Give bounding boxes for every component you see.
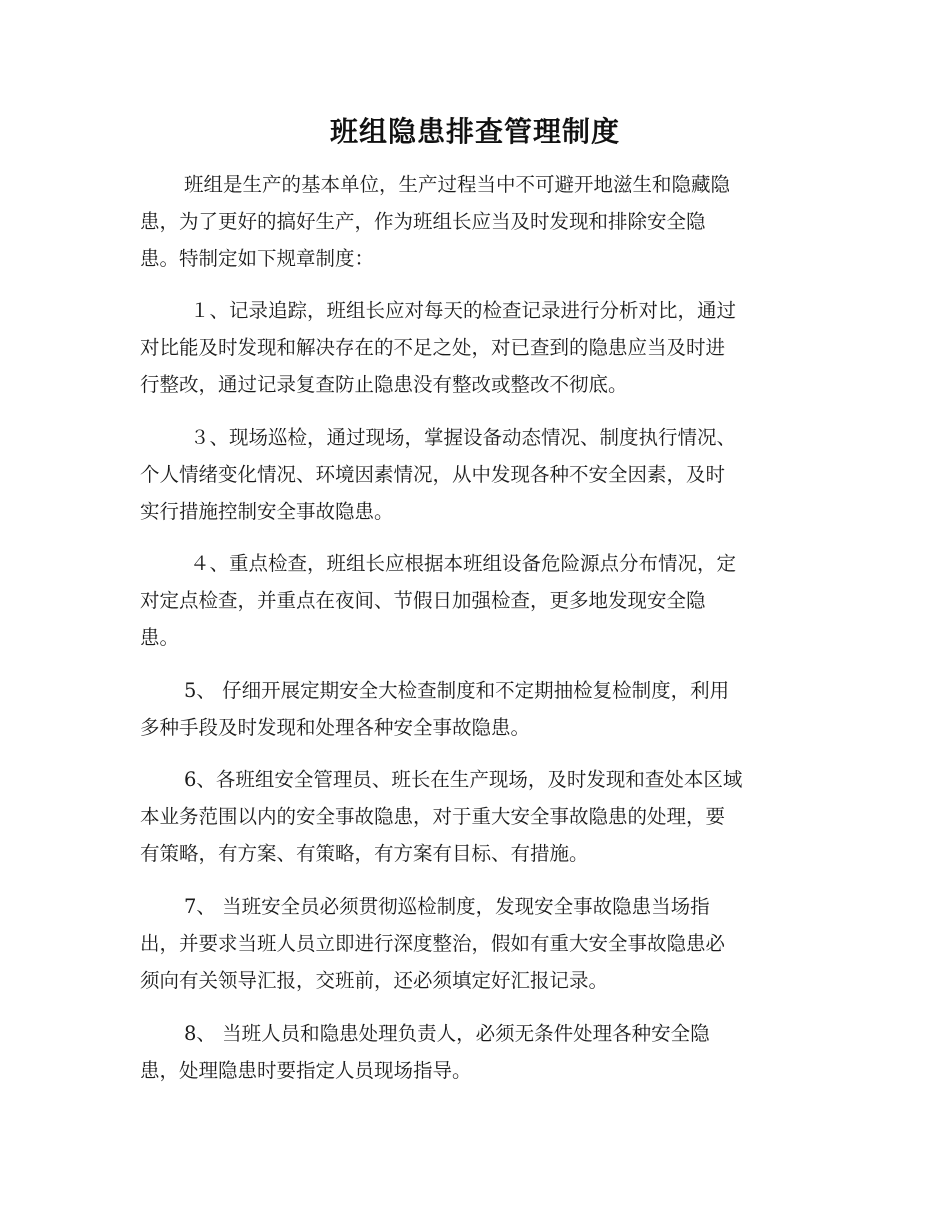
paragraph-line: 患，为了更好的搞好生产，作为班组长应当及时发现和排除安全隐 (140, 210, 706, 233)
paragraph-line: 实行措施控制安全事故隐患。 (140, 500, 394, 523)
rule-item-7 (140, 888, 820, 999)
rule-item-6 (140, 761, 820, 872)
paragraph-line: ３、现场巡检，通过现场，掌握设备动态情况、制度执行情况、 (190, 426, 737, 449)
paragraph-line: 有策略，有方案、有策略，有方案有目标、有措施。 (140, 842, 589, 865)
page-title: 班组隐患排查管理制度 (329, 115, 620, 148)
paragraph-line: 本业务范围以内的安全事故隐患，对于重大安全事故隐患的处理，要 (140, 805, 726, 828)
paragraph-line: 须向有关领导汇报，交班前，还必须填定好汇报记录。 (140, 969, 609, 992)
rule-item-8 (140, 1015, 820, 1089)
paragraph-line: 出，并要求当班人员立即进行深度整治，假如有重大安全事故隐患必 (140, 932, 726, 955)
paragraph-line: 5、 仔细开展定期安全大检查制度和不定期抽检复检制度，利用 (184, 679, 730, 702)
paragraph-line: 患，处理隐患时要指定人员现场指导。 (140, 1059, 472, 1082)
paragraph-line: 行整改，通过记录复查防止隐患没有整改或整改不彻底。 (140, 373, 628, 396)
intro-paragraph (140, 166, 820, 277)
paragraph-line: 个人情绪变化情况、环境因素情况，从中发现各种不安全因素，及时 (140, 463, 726, 486)
paragraph-line: 7、 当班安全员必须贯彻巡检制度，发现安全事故隐患当场指 (184, 895, 710, 918)
paragraph-line: 多种手段及时发现和处理各种安全事故隐患。 (140, 716, 531, 739)
paragraph-line: ４、重点检查，班组长应根据本班组设备危险源点分布情况，定 (190, 552, 737, 575)
paragraph-line: 6、各班组安全管理员、班长在生产现场，及时发现和查处本区域 (184, 768, 743, 791)
paragraph-line: 患。特制定如下规章制度： (140, 247, 375, 270)
rule-item-5 (140, 672, 820, 746)
rule-item-1 (140, 292, 820, 403)
paragraph-line: 对比能及时发现和解决存在的不足之处，对已查到的隐患应当及时进 (140, 336, 726, 359)
paragraph-line: 8、 当班人员和隐患处理负责人，必须无条件处理各种安全隐 (184, 1022, 710, 1045)
paragraph-line: 班组是生产的基本单位，生产过程当中不可避开地滋生和隐藏隐 (184, 173, 731, 196)
paragraph-line: １、记录追踪，班组长应对每天的检查记录进行分析对比，通过 (190, 299, 737, 322)
rule-item-4 (140, 545, 820, 656)
rule-item-3 (140, 419, 820, 530)
paragraph-line: 对定点检查，并重点在夜间、节假日加强检查，更多地发现安全隐 (140, 589, 706, 612)
paragraph-line: 患。 (140, 626, 180, 649)
